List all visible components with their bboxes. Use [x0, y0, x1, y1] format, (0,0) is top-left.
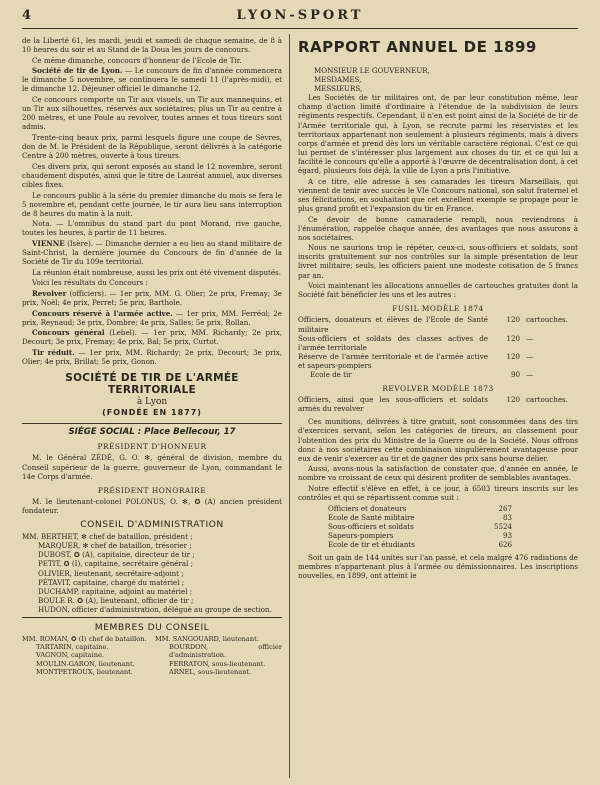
effectif-table: [298, 504, 578, 549]
paragraph: Ce même dimanche, concours d'honneur de l'Ecole de Tir.: [32, 55, 242, 65]
society-founded: (FONDÉE EN 1877): [102, 408, 202, 418]
table-row: Officiers, donateurs et élèves de l'Ecole de Santé militaire 120 cartouches.: [298, 315, 568, 334]
paragraph: Revolver (officiers). — 1er prix, MM. G. Olier; 2e prix, Fremay; 3e prix, Noël; 4e prix, Perret; 5e prix, Barthole.: [22, 288, 282, 308]
table-row: Ecole de tir et étudiants 626: [328, 540, 512, 550]
siege-social: SIÈGE SOCIAL : Place Bellecour, 17: [68, 427, 236, 438]
report-title: RAPPORT ANNUEL DE 1899: [298, 38, 537, 56]
list-item: TARTARIN, capitaine.: [36, 643, 109, 652]
table-row: Officiers, ainsi que les sous-officiers et soldats armés du revolver 120 cartouches.: [298, 395, 568, 414]
list-item: MM. ROMAN, ✪ (I) chef de bataillon.: [22, 635, 147, 644]
paragraph: La réunion était nombreuse, aussi les prix ont été vivement disputés.: [32, 267, 282, 277]
list-item: VAGNON, capitaine.: [36, 651, 104, 660]
paragraph: Les Sociétés de tir militaires ont, de par leur constitution même, leur champ d'action limité d'ordinaire à l'étendue de la subdivision de leurs régiments respectifs. Cependant, il n'en est point ainsi de la Société de tir de l'Armée territoriale qui, à Lyon, se recrute parmi les réservistes et les territoriaux appartenant non seulement à plusieurs régiments, mais à divers corps d'armée et prend dès lors un véritable caractère régional. C'est ce qui lui permet de s'intéresser plus largement aux choses du tir, et ce qui lui a facilité le concours qu'elle a apporté à l'œuvre de décentralisation dont, à cet égard, plusieurs fois déjà, la ville de Lyon a pris l'initiative.: [298, 93, 578, 176]
paragraph: Société de tir de Lyon. — Le concours de fin d'année commencera le dimanche 5 novembre, se continuera le samedi 11 (l'après-midi), et le dimanche 12. Déjeuner officiel le dimanche 12.: [22, 66, 282, 94]
paragraph: Ces munitions, délivrées à titre gratuit, sont consommées dans des tirs d'exercices servant, selon les catégories de tireurs, au classement pour l'obtention des prix du Ministre de la Guerre ou de la Société. Nous offrons donc à nos sociétaires cette combinaison singulièrement avantageuse pour eux de venir s'exercer au tir et de gagner des prix sans bourse délier.: [298, 417, 578, 463]
paragraph: Ce concours comporte un Tir aux visuels, un Tir aux mannequins, et un Tir aux silhouettes, réservés aux sociétaires; plus un Tir au centre à 200 mètres, et une Poule au revolver, toutes armes et tous tireurs sont admis.: [22, 95, 282, 132]
table-heading: FUSIL MODÈLE 1874: [392, 304, 484, 314]
section-heading: PRÉSIDENT D'HONNEUR: [97, 442, 207, 452]
paragraph: M. le lieutenant-colonel POLONUS, O. ✻, ✪ (A) ancien président fondateur.: [22, 496, 282, 515]
bold-lead: Société de tir de Lyon.: [32, 66, 123, 76]
paragraph: Notre effectif s'élève en effet, à ce jour, à 6503 tireurs inscrits sur les contrôles et qui se répartissent comme suit :: [298, 484, 578, 503]
paragraph: Ces divers prix, qui seront exposés au stand le 12 novembre, seront chaudement disputés, ainsi que le titre de Lauréat annuel, aux diverses cibles fixes.: [22, 161, 282, 189]
list-item: DUBOST, ✪ (A), capitaine, directeur de tir ;: [38, 550, 195, 560]
paragraph: Le concours public à la série du premier dimanche du mois se fera le 5 novembre et, pendant cette journée, le tir aura lieu sans interruption de 8 heures du matin à la nuit.: [22, 190, 282, 218]
list-item: BOURDON, officier d'administration.: [169, 643, 282, 660]
list-item: MARQUER, ✻ chef de bataillon, trésorier ;: [38, 541, 192, 551]
divider: [22, 423, 282, 424]
paragraph: Nota. — L'omnibus du stand part du pont Morand, rive gauche, toutes les heures, à partir de 11 heures.: [22, 219, 282, 238]
list-item: PÉTAVIT, capitaine, chargé du matériel ;: [38, 577, 185, 587]
paragraph: Nous ne saurions trop le répéter, ceux-ci, sous-officiers et soldats, sont inscrits gratuitement sur nos contrôles sur la simple présentation de leur livret militaire; seuls, les officiers paient une modeste cotisation de 5 francs par an.: [298, 243, 578, 280]
masthead: LYON-SPORT: [236, 8, 364, 23]
paragraph: A ce titre, elle adresse à ses camarades les tireurs Marseillais, qui viennent de tenir avec succès le VIe Concours national, son salut fraternel et ses félicitations, en souhaitant que cet excellent exemple se propage pour le plus grand profit et l'expansion du tir en France.: [298, 176, 578, 213]
list-item: MM. SANGOUARD, lieutenant.: [155, 635, 259, 644]
paragraph: VIENNE (Isère). — Dimanche dernier a eu lieu au stand militaire de Saint-Christ, la dernière journée du Concours de fin d'année de la Société de Tir du 109e territorial.: [22, 238, 282, 267]
list-item: ARNEL, sous-lieutenant.: [169, 667, 252, 676]
section-heading: MEMBRES DU CONSEIL: [94, 621, 210, 633]
page-header: [22, 8, 578, 29]
paragraph: Concours réservé à l'armée active. — 1er prix, MM. Ferréol; 2e prix, Reynaud; 3e prix, Dombre; 4e prix, Salles; 5e prix, Rollan.: [22, 308, 282, 327]
list-item: BOULE R. ✪ (A), lieutenant, officier de tir ;: [38, 595, 194, 605]
list-item: MM. BERTHET, ✻ chef de bataillon, président ;: [22, 532, 193, 542]
paragraph: Concours général (Lebel). — 1er prix, MM. Richardy; 2e prix, Decourt; 3e prix, Fremay; 4e prix, Bal; 5e prix, Curtot.: [22, 328, 282, 347]
table-row: Sous-officiers et soldats des classes actives de l'armée territoriale 120 —: [298, 333, 534, 352]
salutation: MESDAMES,: [314, 75, 362, 85]
table-row: Sapeurs-pompiers 93: [328, 531, 512, 540]
society-city: à Lyon: [136, 397, 168, 408]
paragraph: Voici maintenant les allocations annuelles de cartouches gratuites dont la Société fait bénéficier les uns et les autres :: [298, 281, 578, 300]
column-divider: [289, 34, 290, 778]
page-number: 4: [22, 8, 32, 23]
paragraph: M. le Général ZÉDÉ, G. O. ✻, général de division, membre du Conseil supérieur de la guerre, gouverneur de Lyon, commandant le 14e Corps d'armée.: [22, 453, 282, 481]
table-row: Ecole de Santé militaire 83: [328, 512, 512, 522]
salutation: MESSIEURS,: [314, 84, 363, 94]
salutation: MONSIEUR LE GOUVERNEUR,: [314, 66, 430, 75]
table-row: Officiers et donateurs 267: [328, 503, 512, 513]
members-grid: [22, 635, 282, 676]
list-item: FERRATON, sous-lieutenant.: [169, 659, 266, 668]
list-item: DUCHAMP, capitaine, adjoint au matériel ;: [38, 586, 193, 596]
left-column: [22, 36, 282, 778]
society-title: SOCIÉTÉ DE TIR DE L'ARMÉE TERRITORIALE: [65, 372, 239, 397]
list-item: MOULIN-GARON, lieutenant.: [36, 659, 135, 668]
list-item: MONTPETROUX, lieutenant.: [36, 667, 133, 676]
members-column: [155, 635, 282, 676]
section-heading: PRÉSIDENT HONORAIRE: [97, 485, 207, 495]
right-column: [298, 36, 578, 778]
table-row: Ecole de tir 90 —: [310, 370, 534, 379]
paragraph: Ce devoir de bonne camaraderie rempli, nous reviendrons à l'énumération, rappelée chaque année, des avantages que nous assurons à nos sociétaires.: [298, 214, 578, 242]
cartridge-table: [298, 315, 578, 379]
paragraph: Tir réduit. — 1er prix, MM. Richardy; 2e prix, Decourt; 3e prix, Olier; 4e prix, Brillat; 5e prix, Gonon.: [22, 348, 282, 367]
divider: [22, 617, 282, 618]
members-column: [22, 635, 149, 676]
table-heading: REVOLVER MODÈLE 1873: [382, 384, 494, 394]
list-item: PETIT, ✪ (I), capitaine, secrétaire général ;: [38, 559, 193, 569]
paragraph: Aussi, avons-nous la satisfaction de constater que, d'année en année, le nombre va croissant de ceux qui désirent profiter de semblables avantages.: [298, 464, 578, 483]
paragraph: Soit un gain de 144 unités sur l'an passé, et cela malgré 476 radiations de membres n'appartenant plus à l'armée ou démissionnaires. Les inscriptions nouvelles, en 1899, ont atteint le: [298, 553, 578, 581]
list-item: HUDON, officier d'administration, délégué au groupe de section.: [38, 604, 272, 614]
paragraph: Trente-cinq beaux prix, parmi lesquels figure une coupe de Sèvres, don de M. le Président de la République, seront délivrés à la catégorie Centre à 200 mètres, ouverte à tous tireurs.: [22, 132, 282, 161]
paragraph: de la Liberté 61, les mardi, jeudi et samedi de chaque semaine, de 8 à 10 heures du soir et au Stand de la Doua les jours de concours.: [22, 36, 282, 55]
paragraph: Voici les résultats du Concours :: [32, 278, 148, 288]
table-row: Réserve de l'armée territoriale et de l'armée active et sapeurs-pompiers 120 —: [298, 351, 534, 370]
section-heading: CONSEIL D'ADMINISTRATION: [80, 519, 224, 531]
table-row: Sous-officiers et soldats 5524: [328, 521, 512, 531]
list-item: OLIVIER, lieutenant, secrétaire-adjoint ;: [38, 568, 184, 578]
